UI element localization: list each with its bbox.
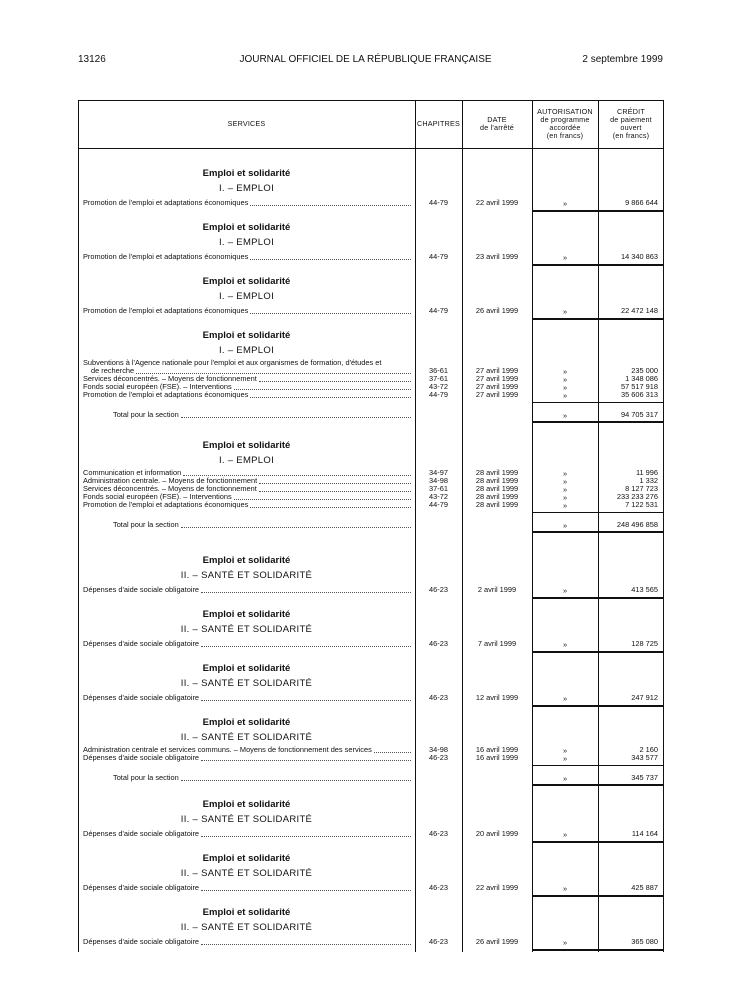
service-line: [83, 477, 411, 485]
service-line-text: Promotion de l'emploi et adaptations économiques: [83, 501, 249, 509]
section-subtitle: II. – SANTÉ ET SOLIDARITÉ: [180, 678, 313, 689]
chapitre-cell: 44-79: [429, 500, 448, 509]
service-line-text: Dépenses d'aide sociale obligatoire: [83, 640, 200, 648]
service-line: [83, 307, 411, 315]
date-cell: 28 avril 1999: [475, 476, 519, 485]
section-subtitle: I. – EMPLOI: [218, 345, 275, 356]
service-line: [83, 754, 411, 762]
autorisation-cell: »: [562, 501, 568, 510]
autorisation-cell: »: [562, 307, 568, 316]
credit-rule: [532, 210, 664, 212]
date-cell: 23 avril 1999: [475, 252, 519, 261]
column-header-credit: CRÉDIT de paiement ouvert (en francs): [610, 107, 652, 140]
credit-rule: [532, 841, 664, 843]
dot-leader: [250, 501, 411, 508]
section-subtitle: II. – SANTÉ ET SOLIDARITÉ: [180, 570, 313, 581]
chapitre-cell: 46-23: [429, 639, 448, 648]
credit-rule: [532, 512, 664, 513]
dot-leader: [201, 640, 411, 647]
service-line: [83, 253, 411, 261]
date-cell: 28 avril 1999: [475, 468, 519, 477]
chapitre-cell: 37-61: [429, 374, 448, 383]
autorisation-cell: »: [562, 694, 568, 703]
credit-cell: 343 577: [631, 753, 658, 762]
date-cell: 2 avril 1999: [477, 585, 517, 594]
chapitre-cell: 34-98: [429, 745, 448, 754]
credit-rule: [532, 531, 664, 533]
dot-leader: [259, 477, 411, 484]
dot-leader: [201, 830, 411, 837]
autorisation-cell: »: [562, 199, 568, 208]
dot-leader: [181, 411, 411, 418]
service-line-text: Promotion de l'emploi et adaptations économiques: [83, 199, 249, 207]
service-line-text: Administration centrale. – Moyens de fonctionnement: [83, 477, 258, 485]
section-title: Emploi et solidarité: [202, 853, 291, 864]
journal-title: JOURNAL OFFICIEL DE LA RÉPUBLIQUE FRANÇAISE: [239, 54, 492, 65]
chapitre-cell: 46-23: [429, 937, 448, 946]
service-line: [83, 640, 411, 648]
service-line: [83, 485, 411, 493]
date-cell: 27 avril 1999: [475, 374, 519, 383]
total-credit-cell: 94 705 317: [621, 410, 658, 419]
total-autorisation-cell: »: [562, 411, 568, 420]
section-total-label-text: Total pour la section: [113, 521, 179, 529]
service-line-text: Promotion de l'emploi et adaptations économiques: [83, 253, 249, 261]
section-subtitle: I. – EMPLOI: [218, 455, 275, 466]
date-cell: 26 avril 1999: [475, 937, 519, 946]
section-subtitle: II. – SANTÉ ET SOLIDARITÉ: [180, 814, 313, 825]
date-cell: 20 avril 1999: [475, 829, 519, 838]
dot-leader: [259, 375, 411, 382]
credit-rule: [532, 597, 664, 599]
section-title: Emploi et solidarité: [202, 440, 291, 451]
autorisation-cell: »: [562, 469, 568, 478]
credit-cell: 8 127 723: [625, 484, 658, 493]
credit-rule: [532, 651, 664, 653]
dot-leader: [250, 253, 411, 260]
autorisation-cell: »: [562, 367, 568, 376]
autorisation-cell: »: [562, 253, 568, 262]
service-line: [83, 830, 411, 838]
credit-cell: 14 340 863: [621, 252, 658, 261]
chapitre-cell: 34-97: [429, 468, 448, 477]
chapitre-cell: 44-79: [429, 198, 448, 207]
date-cell: 28 avril 1999: [475, 500, 519, 509]
service-line-text: Dépenses d'aide sociale obligatoire: [83, 694, 200, 702]
service-line-text: Fonds social européen (FSE). – Interventions: [83, 493, 232, 501]
service-line-text: Communication et information: [83, 469, 182, 477]
date-cell: 16 avril 1999: [475, 753, 519, 762]
section-subtitle: II. – SANTÉ ET SOLIDARITÉ: [180, 624, 313, 635]
credit-cell: 2 160: [639, 745, 658, 754]
section-subtitle: II. – SANTÉ ET SOLIDARITÉ: [180, 868, 313, 879]
dot-leader: [183, 469, 411, 476]
service-line-text: Dépenses d'aide sociale obligatoire: [83, 586, 200, 594]
date-cell: 7 avril 1999: [477, 639, 517, 648]
service-line-text: Services déconcentrés. – Moyens de fonctionnement: [83, 485, 257, 493]
autorisation-cell: »: [562, 493, 568, 502]
service-line: [83, 359, 411, 367]
service-line-text: Services déconcentrés. – Moyens de fonctionnement: [83, 375, 257, 383]
autorisation-cell: »: [562, 383, 568, 392]
service-line-text: Promotion de l'emploi et adaptations économiques: [83, 307, 249, 315]
credit-rule: [532, 318, 664, 320]
credit-rule: [532, 264, 664, 266]
date-cell: 22 avril 1999: [475, 883, 519, 892]
section-total-label-text: Total pour la section: [113, 774, 179, 782]
service-line: [83, 694, 411, 702]
service-line-text: Administration centrale et services communs. – Moyens de fonctionnement des services: [83, 746, 372, 754]
dot-leader: [181, 521, 411, 528]
service-line-text: Subventions à l'Agence nationale pour l'emploi et aux organismes de formation, d'études et: [83, 359, 382, 367]
section-total-label: [113, 774, 411, 782]
chapitre-cell: 34-98: [429, 476, 448, 485]
chapitre-cell: 36-61: [429, 366, 448, 375]
credit-rule: [532, 765, 664, 766]
dot-leader: [250, 391, 411, 398]
total-autorisation-cell: »: [562, 521, 568, 530]
credit-cell: 35 606 313: [621, 390, 658, 399]
date-cell: 28 avril 1999: [475, 492, 519, 501]
section-subtitle: I. – EMPLOI: [218, 237, 275, 248]
section-title: Emploi et solidarité: [202, 222, 291, 233]
credit-rule: [532, 784, 664, 786]
dot-leader: [234, 383, 411, 390]
chapitre-cell: 44-79: [429, 252, 448, 261]
credit-cell: 413 565: [631, 585, 658, 594]
credit-cell: 235 000: [631, 366, 658, 375]
service-line-text: Fonds social européen (FSE). – Interventions: [83, 383, 232, 391]
chapitre-cell: 46-23: [429, 585, 448, 594]
autorisation-cell: »: [562, 586, 568, 595]
section-title: Emploi et solidarité: [202, 799, 291, 810]
date-cell: 27 avril 1999: [475, 366, 519, 375]
credit-cell: 7 122 531: [625, 500, 658, 509]
section-title: Emploi et solidarité: [202, 609, 291, 620]
chapitre-cell: 46-23: [429, 753, 448, 762]
credit-cell: 57 517 918: [621, 382, 658, 391]
credit-rule: [532, 895, 664, 897]
service-line: [83, 375, 411, 383]
date-cell: 26 avril 1999: [475, 306, 519, 315]
credit-rule: [532, 949, 664, 951]
total-credit-cell: 248 496 858: [616, 520, 658, 529]
service-line-text: de recherche: [91, 367, 135, 375]
chapitre-cell: 44-79: [429, 306, 448, 315]
section-title: Emploi et solidarité: [202, 168, 291, 179]
column-header-chapitres: CHAPITRES: [417, 119, 460, 128]
service-line-text: Dépenses d'aide sociale obligatoire: [83, 754, 200, 762]
service-line: [83, 391, 411, 399]
dot-leader: [136, 367, 411, 374]
total-autorisation-cell: »: [562, 774, 568, 783]
section-title: Emploi et solidarité: [202, 907, 291, 918]
dot-leader: [201, 694, 411, 701]
service-line: [83, 501, 411, 509]
credit-cell: 9 866 644: [625, 198, 658, 207]
credit-cell: 1 332: [639, 476, 658, 485]
section-title: Emploi et solidarité: [202, 663, 291, 674]
dot-leader: [234, 493, 411, 500]
credit-rule: [532, 421, 664, 423]
credit-rule: [532, 402, 664, 403]
service-line: [83, 493, 411, 501]
autorisation-cell: »: [562, 391, 568, 400]
autorisation-cell: »: [562, 640, 568, 649]
date-cell: 12 avril 1999: [475, 693, 519, 702]
section-title: Emploi et solidarité: [202, 330, 291, 341]
autorisation-cell: »: [562, 477, 568, 486]
section-total-label: [113, 521, 411, 529]
dot-leader: [250, 307, 411, 314]
section-total-label: [113, 411, 411, 419]
date-cell: 27 avril 1999: [475, 390, 519, 399]
section-title: Emploi et solidarité: [202, 555, 291, 566]
section-subtitle: II. – SANTÉ ET SOLIDARITÉ: [180, 922, 313, 933]
autorisation-cell: »: [562, 884, 568, 893]
credit-rule: [532, 705, 664, 707]
service-line-text: Dépenses d'aide sociale obligatoire: [83, 884, 200, 892]
dot-leader: [201, 586, 411, 593]
autorisation-cell: »: [562, 830, 568, 839]
service-line: [83, 938, 411, 946]
section-subtitle: II. – SANTÉ ET SOLIDARITÉ: [180, 732, 313, 743]
column-header-date: DATE de l'arrêté: [480, 115, 514, 132]
chapitre-cell: 46-23: [429, 883, 448, 892]
credit-cell: 128 725: [631, 639, 658, 648]
service-line: [83, 746, 411, 754]
page-number: 13126: [78, 54, 106, 65]
service-line: [83, 884, 411, 892]
credit-cell: 247 912: [631, 693, 658, 702]
autorisation-cell: »: [562, 938, 568, 947]
dot-leader: [374, 746, 411, 753]
service-line: [83, 586, 411, 594]
service-line-text: Dépenses d'aide sociale obligatoire: [83, 830, 200, 838]
dot-leader: [259, 485, 411, 492]
column-header-autorisation: AUTORISATION de programme accordée (en francs): [537, 107, 593, 140]
dot-leader: [201, 754, 411, 761]
credit-cell: 233 233 276: [616, 492, 658, 501]
service-line: [83, 199, 411, 207]
service-line: [91, 367, 411, 375]
total-credit-cell: 345 737: [631, 773, 658, 782]
credit-cell: 11 996: [635, 468, 658, 477]
chapitre-cell: 43-72: [429, 492, 448, 501]
autorisation-cell: »: [562, 375, 568, 384]
service-line-text: Promotion de l'emploi et adaptations économiques: [83, 391, 249, 399]
date-cell: 27 avril 1999: [475, 382, 519, 391]
section-total-label-text: Total pour la section: [113, 411, 179, 419]
chapitre-cell: 44-79: [429, 390, 448, 399]
credit-cell: 22 472 148: [621, 306, 658, 315]
date-cell: 28 avril 1999: [475, 484, 519, 493]
dot-leader: [181, 774, 411, 781]
service-line-text: Dépenses d'aide sociale obligatoire: [83, 938, 200, 946]
service-line: [83, 383, 411, 391]
chapitre-cell: 46-23: [429, 829, 448, 838]
section-title: Emploi et solidarité: [202, 276, 291, 287]
autorisation-cell: »: [562, 754, 568, 763]
chapitre-cell: 46-23: [429, 693, 448, 702]
credit-cell: 114 164: [631, 829, 658, 838]
dot-leader: [250, 199, 411, 206]
chapitre-cell: 37-61: [429, 484, 448, 493]
dot-leader: [201, 938, 411, 945]
dot-leader: [201, 884, 411, 891]
date-cell: 16 avril 1999: [475, 745, 519, 754]
service-line: [83, 469, 411, 477]
section-subtitle: I. – EMPLOI: [218, 183, 275, 194]
chapitre-cell: 43-72: [429, 382, 448, 391]
credit-cell: 425 887: [631, 883, 658, 892]
autorisation-cell: »: [562, 485, 568, 494]
credit-cell: 365 080: [631, 937, 658, 946]
autorisation-cell: »: [562, 746, 568, 755]
publication-date: 2 septembre 1999: [582, 54, 663, 65]
credit-cell: 1 348 086: [625, 374, 658, 383]
section-subtitle: I. – EMPLOI: [218, 291, 275, 302]
column-header-services: SERVICES: [227, 119, 266, 128]
section-title: Emploi et solidarité: [202, 717, 291, 728]
date-cell: 22 avril 1999: [475, 198, 519, 207]
